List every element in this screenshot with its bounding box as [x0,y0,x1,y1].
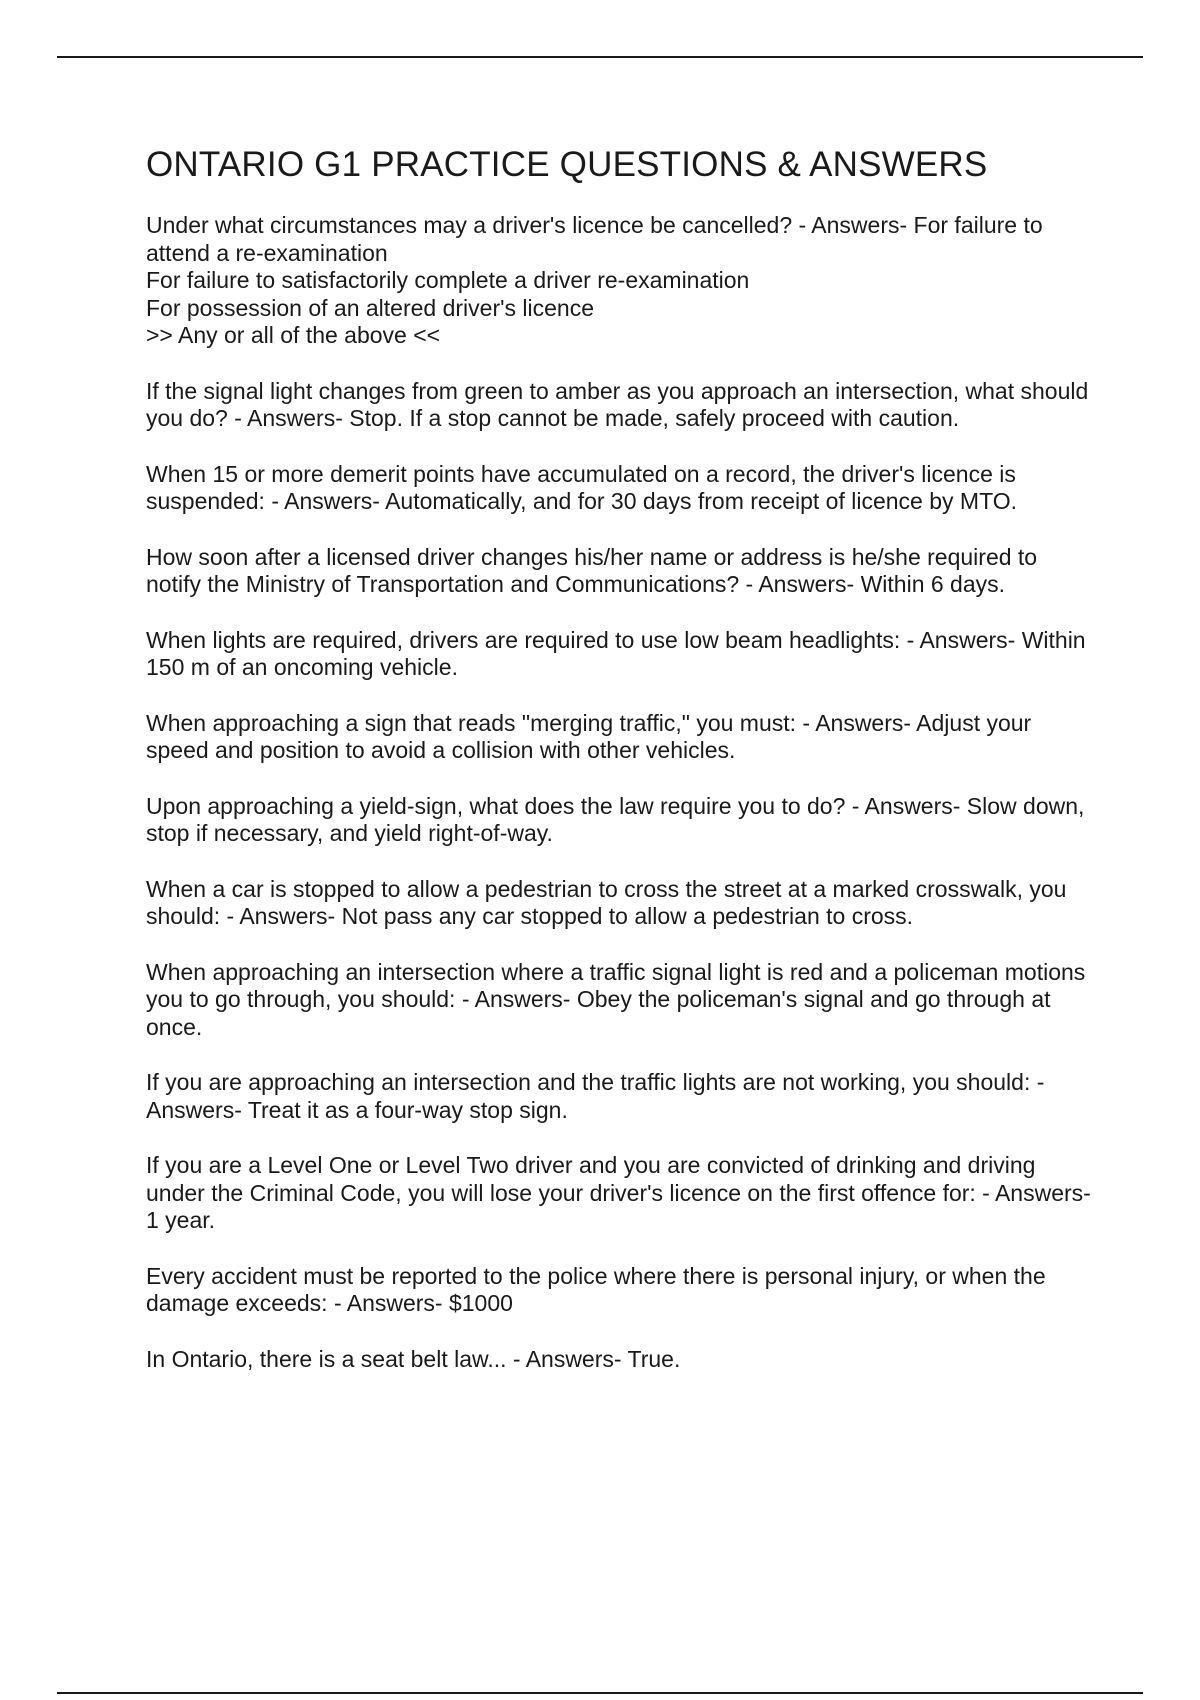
qa-item-10 [146,1069,1096,1124]
qa-line: If you are a Level One or Level Two driver and you are convicted of drinking and driving under the Criminal Code, you will lose your driver's licence on the first offence for: - Answers- 1 year. [146,1152,1091,1233]
qa-item-5 [146,627,1096,682]
qa-item-6 [146,710,1096,765]
document-body [146,140,1096,1401]
qa-line: When lights are required, drivers are required to use low beam headlights: - Answers- Within 150 m of an oncoming vehicle. [146,626,1086,680]
qa-item-9 [146,959,1096,1042]
qa-item-1 [146,212,1096,350]
qa-line: When 15 or more demerit points have accumulated on a record, the driver's licence is suspended: - Answers- Automatically, and for 30 days from receipt of licence by MTO. [146,460,1017,514]
qa-item-2 [146,378,1096,433]
qa-line: For possession of an altered driver's licence [146,294,594,321]
qa-item-7 [146,793,1096,848]
qa-item-8 [146,876,1096,931]
qa-line: Upon approaching a yield-sign, what does the law require you to do? - Answers- Slow down, stop if necessary, and yield right-of-way. [146,792,1085,846]
document-title: ONTARIO G1 PRACTICE QUESTIONS & ANSWERS [146,145,988,184]
qa-item-4 [146,544,1096,599]
qa-item-12 [146,1263,1096,1318]
qa-line: If you are approaching an intersection and the traffic lights are not working, you should: - Answers- Treat it as a four-way stop sign. [146,1069,1045,1123]
bottom-rule [57,1692,1143,1694]
qa-item-13 [146,1346,1096,1374]
qa-list [146,212,1096,1373]
top-rule [57,56,1143,58]
qa-line: How soon after a licensed driver changes his/her name or address is he/she required to notify the Ministry of Transportation and Communications? - Answers- Within 6 days. [146,543,1038,597]
qa-item-11 [146,1152,1096,1235]
qa-line: In Ontario, there is a seat belt law... - Answers- True. [146,1345,681,1372]
qa-line: Every accident must be reported to the police where there is personal injury, or when the damage exceeds: - Answers- $1000 [146,1262,1046,1316]
qa-line: >> Any or all of the above << [146,322,441,348]
qa-item-3 [146,461,1096,516]
qa-line: When approaching a sign that reads "merging traffic," you must: - Answers- Adjust your speed and position to avoid a collision with other vehicles. [146,709,1032,763]
qa-line: If the signal light changes from green to amber as you approach an intersection, what should you do? - Answers- Stop. If a stop cannot be made, safely proceed with caution. [146,377,1089,431]
qa-line: For failure to satisfactorily complete a driver re-examination [146,267,750,293]
qa-line: When approaching an intersection where a traffic signal light is red and a policeman motions you to go through, you should: - Answers- Obey the policeman's signal and go through at once. [146,958,1086,1040]
qa-line: Under what circumstances may a driver's licence be cancelled? - Answers- For failure to attend a re-examination [146,212,1043,266]
qa-line: When a car is stopped to allow a pedestrian to cross the street at a marked crosswalk, you should: - Answers- Not pass any car stopped to allow a pedestrian to cross. [146,875,1067,929]
